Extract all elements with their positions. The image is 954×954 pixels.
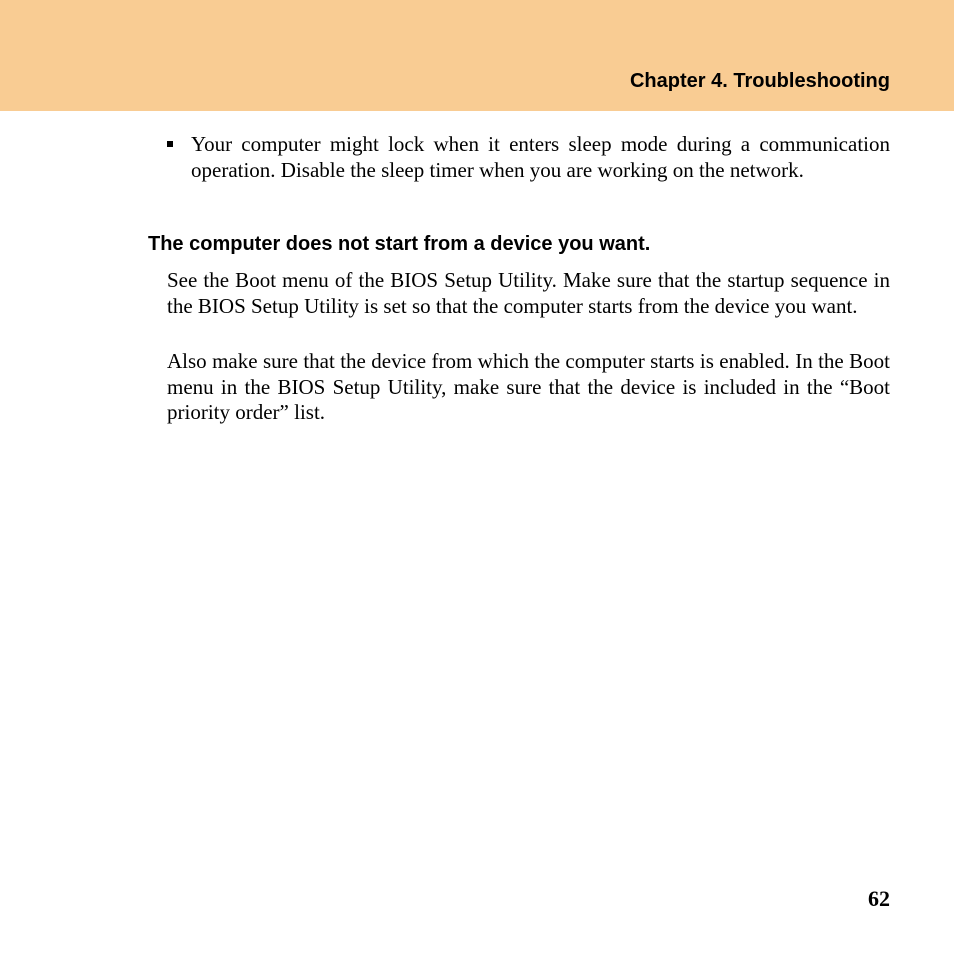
chapter-title: Chapter 4. Troubleshooting xyxy=(629,70,890,92)
page-number: 62 xyxy=(868,886,890,911)
paragraph-boot-menu: See the Boot menu of the BIOS Setup Utility. Make sure that the startup sequence in the BIOS Setup Utility is set so that the computer starts from the device you want. xyxy=(167,268,890,318)
paragraph-device-enabled: Also make sure that the device from which the computer starts is enabled. In the Boot menu in the BIOS Setup Utility, make sure that the device is included in the “Boot priority order” list. xyxy=(167,349,890,424)
bullet-item xyxy=(167,132,890,183)
section-heading: The computer does not start from a device you want. xyxy=(148,233,651,255)
header-band xyxy=(0,0,954,111)
bullet-text: Your computer might lock when it enters sleep mode during a communication operation. Disable the sleep timer when you are working on the network. xyxy=(191,132,890,182)
square-bullet-icon xyxy=(167,141,173,147)
